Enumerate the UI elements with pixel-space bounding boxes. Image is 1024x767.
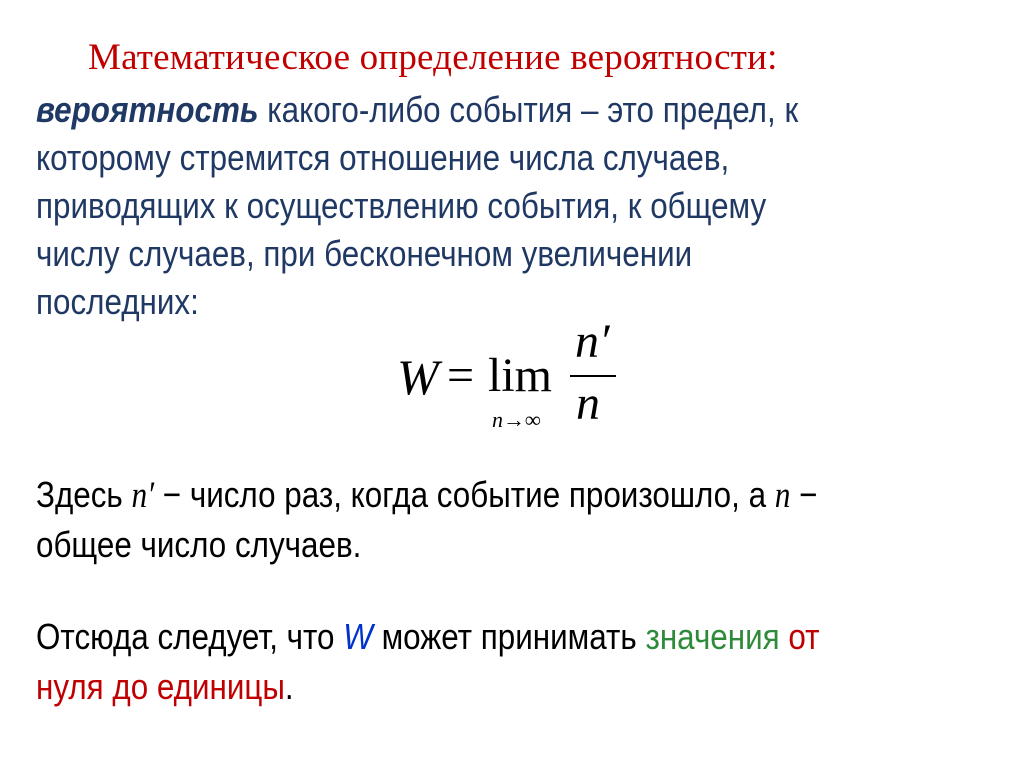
formula-lim-operator: lim (488, 349, 553, 402)
highlight-values: значения (645, 616, 780, 657)
formula-denominator: n (576, 377, 600, 430)
conclusion-space (780, 616, 789, 657)
variable-n: n (774, 474, 791, 515)
definition-paragraph (36, 86, 862, 326)
highlight-from: от (788, 616, 820, 657)
highlight-zero-to-one: нуля до единицы (36, 666, 285, 707)
conclusion-text-1: Отсюда следует, что (36, 616, 344, 657)
definition-line-4: числу случаев, при бесконечном увеличении (36, 233, 693, 274)
formula-limit-subscript: n→∞ (492, 407, 541, 432)
defined-term: вероятность (36, 89, 259, 130)
formula-numerator: n′ (575, 315, 610, 368)
variable-w: W (343, 616, 373, 657)
formula-equals: = (447, 349, 475, 402)
conclusion-period: . (284, 666, 294, 707)
conclusion-paragraph (36, 612, 820, 712)
definition-line-5: последних: (36, 281, 199, 322)
explanation-text-a: Здесь (36, 474, 132, 515)
explanation-text-c: − (790, 474, 818, 515)
definition-line-1-rest: какого-либо события – это предел, к (258, 89, 799, 130)
variable-n-prime: n′ (131, 474, 155, 515)
slide-title: Математическое определение вероятности: (88, 37, 778, 78)
explanation-paragraph (36, 470, 818, 570)
conclusion-line-1 (36, 612, 820, 662)
conclusion-line-2 (36, 662, 820, 712)
conclusion-text-2: может принимать (372, 616, 646, 657)
explanation-text-b: − число раз, когда событие произошло, а (154, 474, 775, 515)
limit-formula (395, 315, 635, 438)
definition-line-2: которому стремится отношение числа случаев, (36, 137, 730, 178)
definition-line-3: приводящих к осуществлению события, к общему (36, 185, 767, 226)
explanation-line-1 (36, 470, 818, 520)
definition-line-1 (36, 86, 862, 134)
explanation-line-2: общее число случаев. (36, 524, 362, 565)
formula-lhs: W (397, 349, 439, 405)
